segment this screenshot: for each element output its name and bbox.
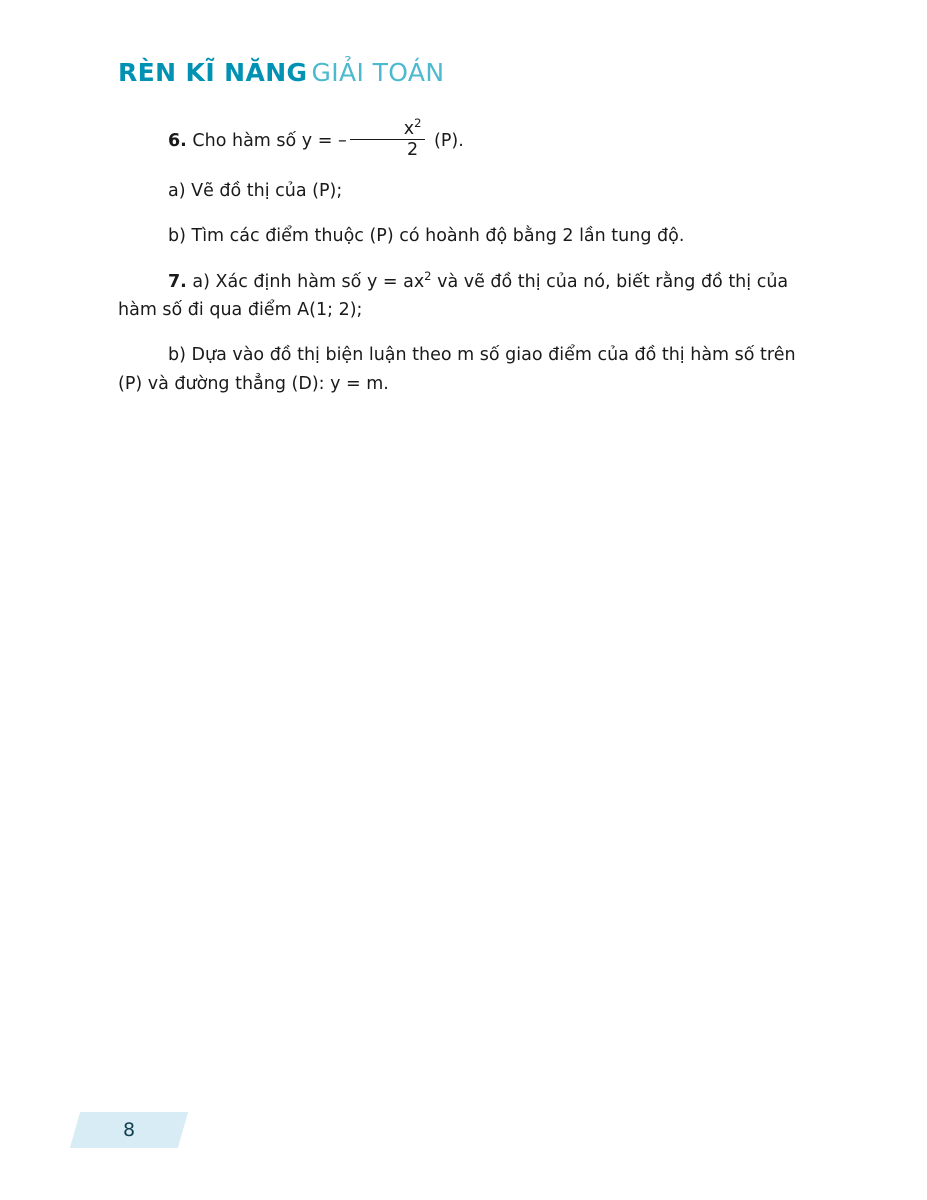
exercise-7a [118,268,808,325]
exercise-6b: b) Tìm các điểm thuộc (P) có hoành độ bằng 2 lần tung độ. [168,226,685,247]
fraction-numerator [350,116,426,140]
exercise-6-statement [118,116,808,161]
exercise-6-minus: – [337,130,347,151]
fraction-denominator: 2 [406,140,419,161]
exercise-7b: b) Dựa vào đồ thị biện luận theo m số giao điểm của đồ thị hàm số trên (P) và đường thẳng (D): y = m. [118,345,796,394]
exercise-7a-text-1: a) Xác định hàm số y = ax [192,271,425,292]
exercise-7a-exponent: 2 [424,268,432,283]
header-title-bold: RÈN KĨ NĂNG [118,58,308,87]
exercise-7a-text-2: và vẽ đồ thị của nó, biết rằng đồ thị của hàm số đi qua điểm A(1; 2); [118,271,789,321]
exercise-6-text-before: Cho hàm số y = [192,130,338,151]
exercise-7-number: 7. [168,271,187,292]
fraction-numerator-base: x [403,119,415,139]
exercise-6-number: 6. [168,130,187,151]
page-number: 8 [122,1119,136,1141]
section-header [118,58,445,87]
page-number-badge [75,1112,183,1148]
exercise-content [118,116,808,415]
exercise-6a: a) Vẽ đồ thị của (P); [168,181,343,201]
fraction-x2-over-2 [350,116,426,161]
exercise-6-text-after: (P). [434,130,464,151]
header-title-light: GIẢI TOÁN [311,58,445,87]
fraction-numerator-exponent: 2 [414,116,422,131]
